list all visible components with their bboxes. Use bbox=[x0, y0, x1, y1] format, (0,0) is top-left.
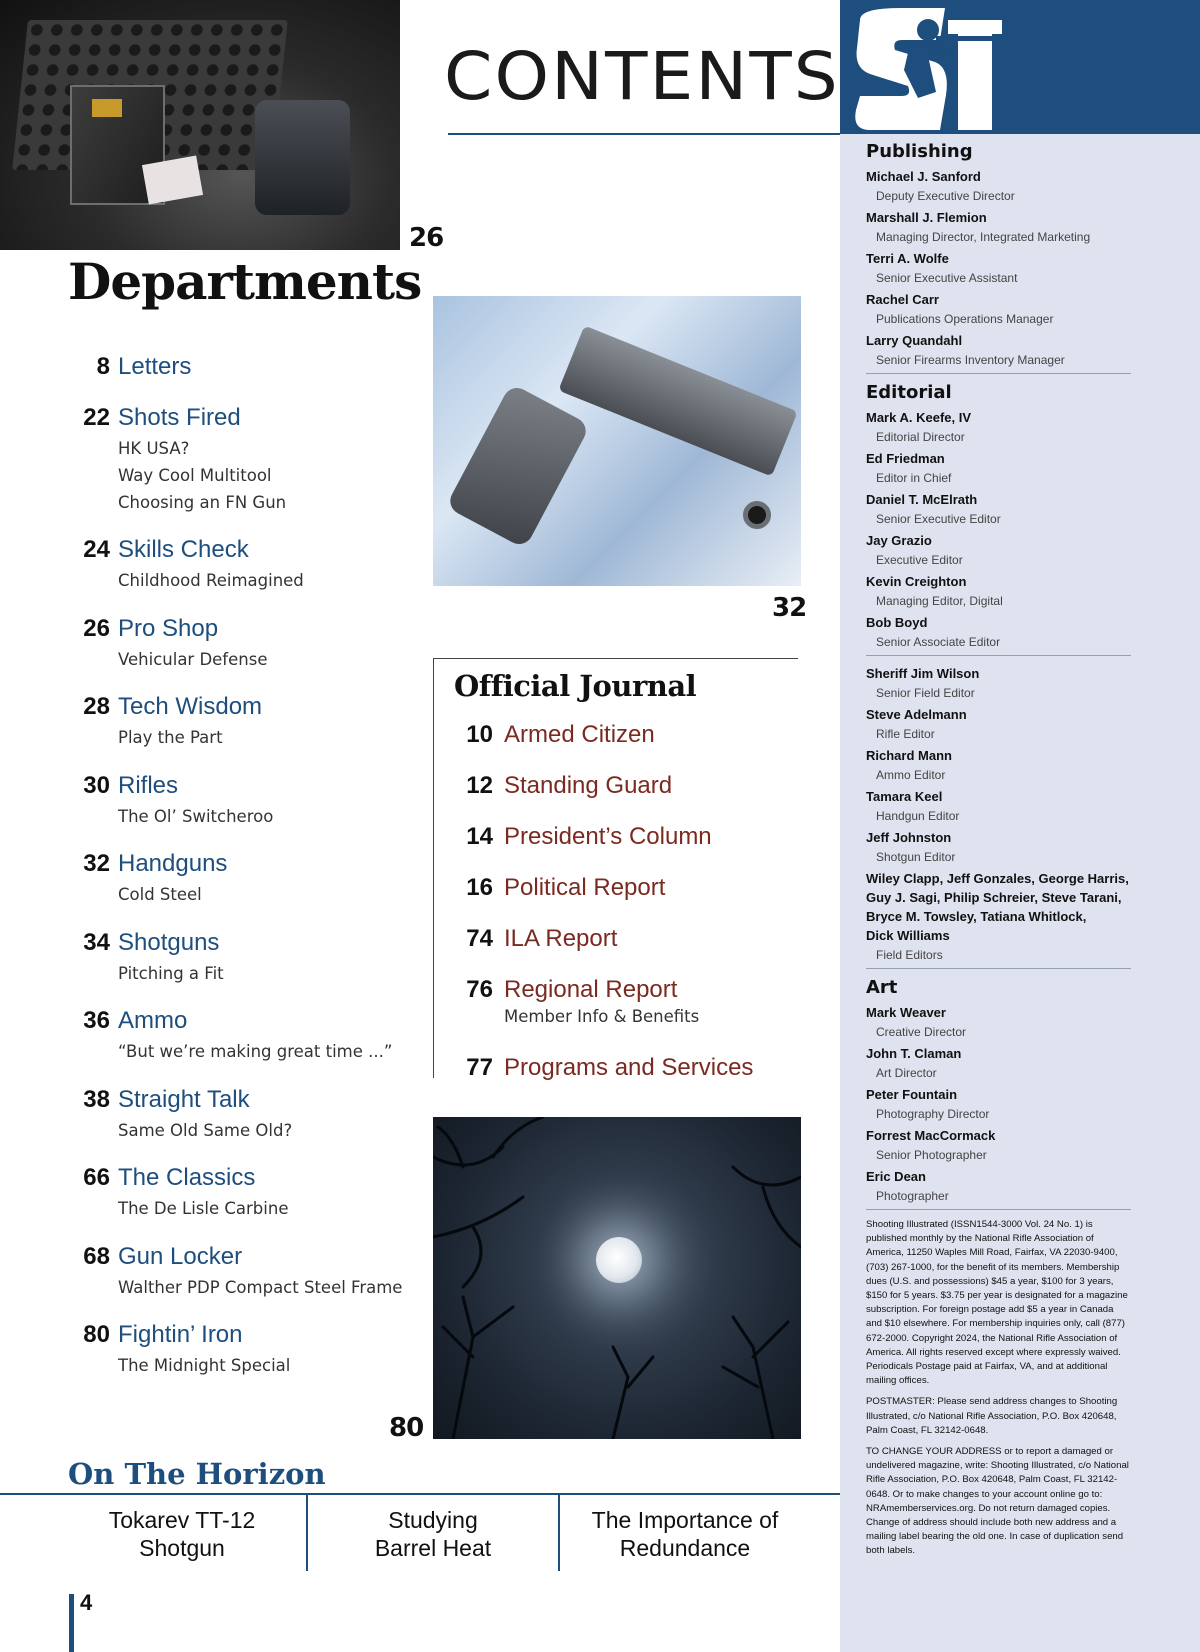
dept-page-number: 32 bbox=[83, 850, 110, 877]
staff-title: Managing Editor, Digital bbox=[876, 594, 1003, 608]
dept-title: Pro Shop bbox=[118, 614, 219, 642]
journal-title: Regional Report bbox=[504, 976, 678, 1003]
masthead-entry bbox=[866, 869, 1131, 965]
page-number: 4 bbox=[80, 1590, 93, 1615]
masthead-entry bbox=[866, 746, 1131, 785]
journal-item-ila-report[interactable] bbox=[455, 924, 795, 975]
journal-title: Armed Citizen bbox=[504, 721, 655, 748]
dept-subtitle: Same Old Same Old? bbox=[118, 1120, 293, 1140]
masthead-entry bbox=[866, 787, 1131, 826]
staff-name: Marshall J. Flemion bbox=[866, 210, 987, 225]
staff-title: Art Director bbox=[876, 1066, 937, 1080]
staff-name: Mark Weaver bbox=[866, 1005, 946, 1020]
photo-page-number: 32 bbox=[772, 593, 807, 623]
title-rule bbox=[448, 133, 840, 135]
dept-title: Ammo bbox=[118, 1007, 188, 1034]
dept-item-gun-locker[interactable] bbox=[60, 1242, 440, 1321]
departments-list bbox=[60, 352, 440, 1399]
staff-title: Managing Director, Integrated Marketing bbox=[876, 230, 1091, 244]
staff-title: Editorial Director bbox=[876, 430, 965, 444]
staff-title: Photography Director bbox=[876, 1107, 990, 1121]
staff-title: Rifle Editor bbox=[876, 727, 935, 741]
staff-name: Jeff Johnston bbox=[866, 830, 952, 845]
masthead-entry bbox=[866, 613, 1131, 652]
journal-page-number: 77 bbox=[466, 1054, 493, 1081]
masthead-entry bbox=[866, 408, 1131, 447]
journal-page-number: 76 bbox=[466, 976, 493, 1003]
staff-name: Sheriff Jim Wilson bbox=[866, 666, 980, 681]
dept-item-tech-wisdom[interactable] bbox=[60, 692, 440, 771]
staff-name: Peter Fountain bbox=[866, 1087, 958, 1102]
masthead-entry bbox=[866, 531, 1131, 570]
masthead-entry bbox=[866, 1126, 1131, 1165]
dept-subtitle: Pitching a Fit bbox=[118, 963, 224, 983]
masthead-entry bbox=[866, 664, 1131, 703]
dept-title: Skills Check bbox=[118, 536, 249, 563]
photo-page-number: 80 bbox=[389, 1413, 424, 1443]
masthead-entry bbox=[866, 331, 1131, 370]
masthead-entry bbox=[866, 828, 1131, 867]
staff-name: Eric Dean bbox=[866, 1169, 926, 1184]
masthead-entry bbox=[866, 208, 1131, 247]
masthead-divider bbox=[866, 968, 1131, 969]
masthead-heading: Art bbox=[866, 977, 898, 998]
staff-name: Wiley Clapp, Jeff Gonzales, George Harris, bbox=[866, 871, 1129, 886]
staff-title: Handgun Editor bbox=[876, 809, 960, 823]
journal-page-number: 14 bbox=[466, 823, 493, 850]
dept-item-letters[interactable] bbox=[60, 352, 440, 403]
dept-item-rifles[interactable] bbox=[60, 771, 440, 850]
security-products-photo bbox=[0, 0, 400, 250]
fine-print-paragraph: POSTMASTER: Please send address changes to Shooting Illustrated, c/o National Rifle Association, P.O. Box 420648, Palm Coast, FL 32142-0648. bbox=[866, 1396, 1118, 1436]
masthead-entry bbox=[866, 572, 1131, 611]
dept-page-number: 80 bbox=[83, 1321, 110, 1348]
staff-name: John T. Claman bbox=[866, 1046, 962, 1061]
dept-title: Rifles bbox=[118, 771, 179, 799]
staff-title: Senior Firearms Inventory Manager bbox=[876, 353, 1065, 367]
dept-subtitle: The Midnight Special bbox=[118, 1356, 291, 1375]
dept-title: Shotguns bbox=[118, 928, 220, 956]
dept-item-ammo[interactable] bbox=[60, 1006, 440, 1085]
dept-page-number: 30 bbox=[83, 771, 110, 799]
dept-page-number: 24 bbox=[83, 536, 110, 563]
staff-title: Senior Associate Editor bbox=[876, 635, 1001, 649]
horizon-item-line: Tokarev TT-12 bbox=[108, 1507, 256, 1533]
dept-page-number: 26 bbox=[83, 614, 110, 642]
horizon-item[interactable] bbox=[313, 1506, 553, 1562]
dept-title: Straight Talk bbox=[118, 1085, 250, 1113]
staff-name: Steve Adelmann bbox=[866, 707, 967, 722]
masthead-divider bbox=[866, 373, 1131, 374]
masthead-art bbox=[866, 977, 1131, 1206]
staff-title: Photographer bbox=[876, 1189, 949, 1203]
dept-page-number: 8 bbox=[96, 353, 110, 380]
masthead-entry bbox=[866, 249, 1131, 288]
tree-branches-icon bbox=[433, 1117, 801, 1439]
official-journal-list bbox=[455, 720, 795, 1104]
pistol-on-ice-photo bbox=[433, 296, 801, 586]
dept-item-the-classics[interactable] bbox=[60, 1163, 440, 1242]
journal-page-number: 12 bbox=[466, 772, 493, 799]
masthead-divider bbox=[866, 655, 1131, 656]
staff-title: Executive Editor bbox=[876, 553, 963, 567]
dept-page-number: 28 bbox=[83, 693, 110, 720]
dept-title: Letters bbox=[118, 353, 192, 380]
staff-title: Senior Field Editor bbox=[876, 686, 975, 700]
dept-item-fightin-iron[interactable] bbox=[60, 1320, 440, 1399]
staff-title: Field Editors bbox=[876, 948, 943, 962]
dept-title: The Classics bbox=[118, 1164, 256, 1191]
journal-item-armed-citizen[interactable] bbox=[455, 720, 795, 771]
dept-subtitle: HK USA? bbox=[118, 439, 190, 458]
staff-name: Guy J. Sagi, Philip Schreier, Steve Tarani, bbox=[866, 890, 1122, 905]
staff-name: Rachel Carr bbox=[866, 292, 939, 307]
staff-name: Bryce M. Towsley, Tatiana Whitlock, bbox=[866, 909, 1087, 924]
staff-name: Dick Williams bbox=[866, 928, 950, 943]
journal-title: Programs and Services bbox=[504, 1054, 754, 1081]
masthead-entry bbox=[866, 1044, 1131, 1083]
staff-title: Ammo Editor bbox=[876, 768, 946, 782]
dept-item-handguns[interactable] bbox=[60, 849, 440, 928]
dept-subtitle: Play the Part bbox=[118, 728, 223, 747]
staff-name: Ed Friedman bbox=[866, 451, 945, 466]
staff-title: Editor in Chief bbox=[876, 471, 952, 485]
journal-title: ILA Report bbox=[504, 925, 618, 952]
staff-name: Larry Quandahl bbox=[866, 333, 963, 348]
dept-subtitle: Way Cool Multitool bbox=[118, 466, 272, 485]
dept-subtitle: Walther PDP Compact Steel Frame bbox=[118, 1277, 403, 1297]
journal-title: President’s Column bbox=[504, 823, 712, 850]
si-logo-icon bbox=[840, 0, 1200, 134]
publication-fine-print bbox=[866, 1218, 1131, 1559]
masthead-entry bbox=[866, 1167, 1131, 1206]
horizon-divider bbox=[558, 1493, 560, 1571]
on-the-horizon-heading: On The Horizon bbox=[68, 1457, 326, 1491]
journal-item-political-report[interactable] bbox=[455, 873, 795, 924]
dept-subtitle: The Ol’ Switcheroo bbox=[118, 806, 274, 826]
staff-name: Michael J. Sanford bbox=[866, 169, 981, 184]
dept-subtitle: “But we’re making great time ...” bbox=[118, 1042, 393, 1061]
journal-item-regional-report[interactable] bbox=[455, 975, 795, 1053]
dept-subtitle: The De Lisle Carbine bbox=[118, 1199, 289, 1218]
staff-name: Jay Grazio bbox=[866, 533, 932, 548]
dept-page-number: 66 bbox=[83, 1164, 110, 1191]
fine-print-paragraph: Shooting Illustrated (ISSN1544-3000 Vol. 24 No. 1) is published monthly by the National Rifle Association of America, 11250 Waples Mill Road, Fairfax, VA 22030-9400, (703) 267-1000, for the benefit of its members. Membership dues (U.S. and possessions) $45 a year, $100 for 3 years, $150 for 5 years. $3.75 per year is designated for a magazine subscription. For foreign postage add $5 a year in Canada and $10 elsewhere. For membership inquiries only, call (877) 672-2000. Copyright 2024, the National Rifle Association of America. All rights reserved except where expressly waived. Periodicals Postage paid at Fairfax, VA, and at additional mailing offices. bbox=[866, 1219, 1128, 1387]
horizon-item-line: The Importance of bbox=[591, 1507, 779, 1533]
dept-subtitle: Cold Steel bbox=[118, 885, 202, 904]
journal-title: Standing Guard bbox=[504, 772, 673, 799]
dept-item-pro-shop[interactable] bbox=[60, 614, 440, 693]
staff-title: Senior Executive Editor bbox=[876, 512, 1001, 526]
horizon-item-line: Studying bbox=[388, 1507, 478, 1533]
page-title: CONTENTS bbox=[444, 38, 840, 115]
official-journal-heading: Official Journal bbox=[454, 669, 697, 703]
dept-title: Shots Fired bbox=[118, 404, 241, 431]
staff-title: Deputy Executive Director bbox=[876, 189, 1015, 203]
staff-name: Mark A. Keefe, IV bbox=[866, 410, 972, 425]
departments-heading: Departments bbox=[68, 252, 422, 311]
journal-page-number: 10 bbox=[466, 721, 493, 748]
staff-title: Shotgun Editor bbox=[876, 850, 956, 864]
journal-item-programs-and-services[interactable] bbox=[455, 1053, 795, 1104]
masthead-divider bbox=[866, 1209, 1131, 1210]
staff-name: Kevin Creighton bbox=[866, 574, 967, 589]
masthead-entry bbox=[866, 449, 1131, 488]
masthead-entry bbox=[866, 167, 1131, 206]
masthead-entry bbox=[866, 1085, 1131, 1124]
masthead-publishing bbox=[866, 141, 1131, 370]
staff-name: Daniel T. McElrath bbox=[866, 492, 978, 507]
masthead-entry bbox=[866, 1003, 1131, 1042]
dept-subtitle: Choosing an FN Gun bbox=[118, 493, 287, 512]
dept-title: Fightin’ Iron bbox=[118, 1321, 243, 1348]
staff-name: Forrest MacCormack bbox=[866, 1128, 996, 1143]
horizon-item[interactable] bbox=[62, 1506, 302, 1562]
horizon-rule bbox=[0, 1493, 840, 1495]
dept-page-number: 38 bbox=[83, 1085, 110, 1113]
journal-page-number: 74 bbox=[466, 925, 493, 952]
dept-page-number: 22 bbox=[83, 404, 110, 431]
dept-item-shots-fired[interactable] bbox=[60, 403, 440, 535]
dept-title: Tech Wisdom bbox=[118, 693, 263, 720]
dept-title: Handguns bbox=[118, 850, 228, 877]
fine-print-paragraph: TO CHANGE YOUR ADDRESS or to report a damaged or undelivered magazine, write: Shooting Illustrated, c/o National Rifle Association, P.O. Box 420648, Palm Coast, FL 32142-0648. Or to make changes to your account online go to: NRAmemberservices.org. Do not return damaged copies. Change of address should include both new address and a mailing label bearing the old one. In case of duplication send both labels. bbox=[866, 1446, 1129, 1557]
masthead-heading: Editorial bbox=[866, 382, 952, 403]
staff-name: Terri A. Wolfe bbox=[866, 251, 949, 266]
staff-title: Publications Operations Manager bbox=[876, 312, 1054, 326]
dept-page-number: 36 bbox=[83, 1007, 110, 1034]
dept-subtitle: Vehicular Defense bbox=[118, 649, 268, 669]
horizon-divider bbox=[306, 1493, 308, 1571]
dept-item-skills-check[interactable] bbox=[60, 535, 440, 614]
photo-page-number: 26 bbox=[409, 223, 444, 253]
horizon-item-line: Barrel Heat bbox=[374, 1535, 492, 1561]
dept-page-number: 34 bbox=[83, 928, 110, 956]
dept-title: Gun Locker bbox=[118, 1242, 243, 1270]
staff-title: Senior Photographer bbox=[876, 1148, 987, 1162]
horizon-item-line: Shotgun bbox=[139, 1535, 225, 1561]
masthead-heading: Publishing bbox=[866, 141, 973, 162]
horizon-item[interactable] bbox=[565, 1506, 805, 1562]
journal-page-number: 16 bbox=[466, 874, 493, 901]
masthead-entry bbox=[866, 490, 1131, 529]
journal-subtitle: Member Info & Benefits bbox=[504, 1007, 700, 1026]
masthead-entry bbox=[866, 705, 1131, 744]
moon-night-photo bbox=[433, 1117, 801, 1439]
dept-item-straight-talk[interactable] bbox=[60, 1085, 440, 1164]
staff-name: Tamara Keel bbox=[866, 789, 943, 804]
staff-name: Richard Mann bbox=[866, 748, 952, 763]
page-number-bar bbox=[69, 1594, 74, 1652]
dept-item-shotguns[interactable] bbox=[60, 928, 440, 1007]
masthead bbox=[866, 141, 1131, 1566]
staff-name: Bob Boyd bbox=[866, 615, 928, 630]
staff-title: Senior Executive Assistant bbox=[876, 271, 1018, 285]
dept-subtitle: Childhood Reimagined bbox=[118, 571, 304, 590]
masthead-editorial bbox=[866, 382, 1131, 965]
dept-page-number: 68 bbox=[83, 1242, 110, 1270]
masthead-entry bbox=[866, 290, 1131, 329]
journal-item-presidents-column[interactable] bbox=[455, 822, 795, 873]
staff-title: Creative Director bbox=[876, 1025, 967, 1039]
horizon-item-line: Redundance bbox=[619, 1535, 751, 1561]
journal-title: Political Report bbox=[504, 874, 666, 901]
journal-item-standing-guard[interactable] bbox=[455, 771, 795, 822]
